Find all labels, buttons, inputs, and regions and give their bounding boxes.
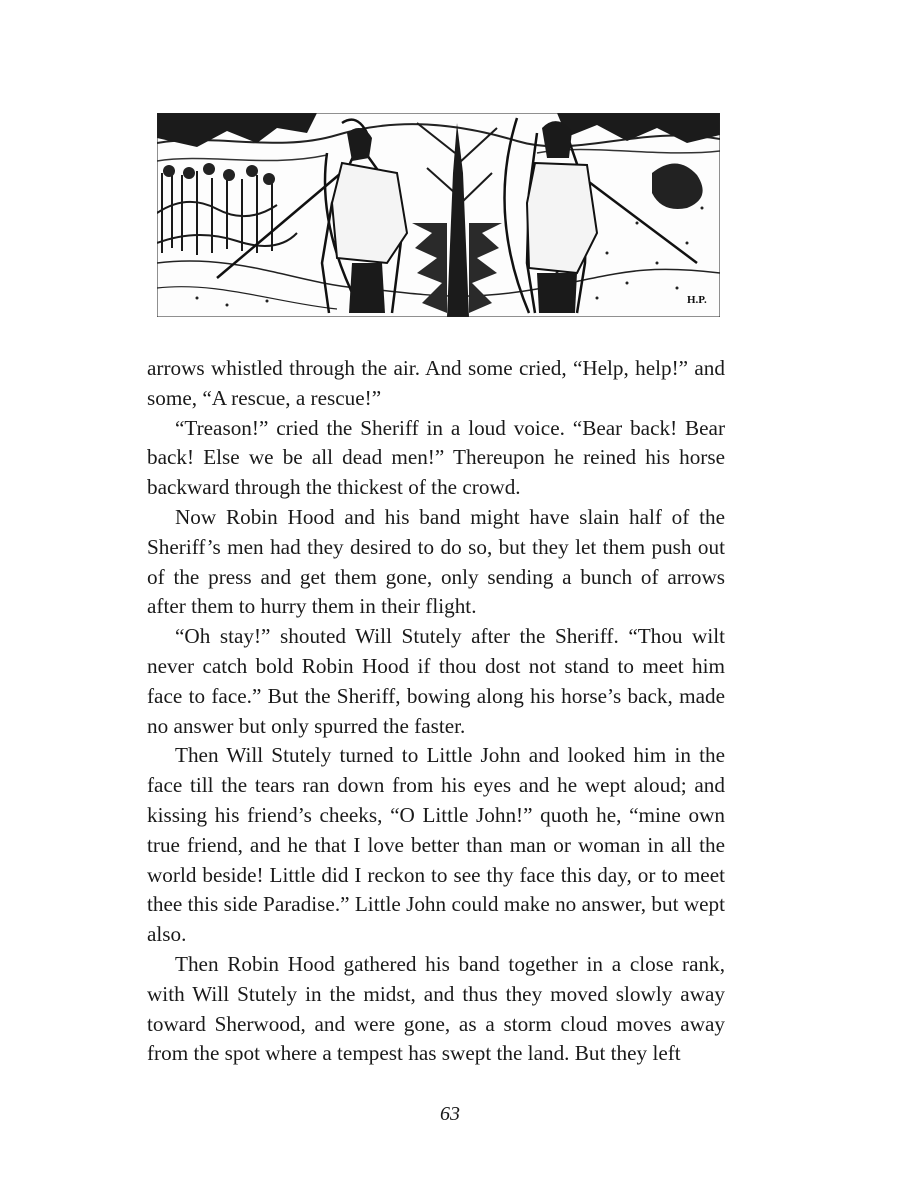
paragraph: Then Robin Hood gathered his band together in a close rank, with Will Stutely in the midst, and thus they moved slowly away toward Sherwood, and were gone, as a storm cloud moves away from the spot where a tempest has swept the land. But they left (147, 951, 725, 1066)
paragraph: “Treason!” cried the Sheriff in a loud voice. “Bear back! Bear back! Else we be all dead men!” Thereupon he reined his horse backward through the thickest of the crowd. (147, 415, 725, 500)
paragraph: “Oh stay!” shouted Will Stutely after the Sheriff. “Thou wilt never catch bold Robin Hood if thou dost not stand to meet him face to face.” But the Sheriff, bowing along his horse’s back, made no answer but only spurred the faster. (147, 624, 725, 738)
paragraph: Now Robin Hood and his band might have slain half of the Sheriff’s men had they desired to do so, but they let them push out of the press and get them gone, only sending a bunch of arrows after them to hurry them in their flight. (147, 504, 725, 619)
page-number: 63 (440, 1103, 460, 1125)
body-text (147, 354, 725, 1069)
paragraph: Then Will Stutely turned to Little John and looked him in the face till the tears ran down from his eyes and he wept aloud; and kissing his friend’s cheeks, “O Little John!” quoth he, “mine own true friend, and he that I love better than man or woman in all the world beside! Little did I reckon to see thy face this day, or to meet thee this side Paradise.” Little John could make no answer, but wept also. (147, 743, 725, 947)
woodcut-illustration-image (157, 113, 720, 317)
illustration-signature: H.P. (687, 294, 707, 306)
header-illustration (157, 113, 720, 317)
paragraph: arrows whistled through the air. And some cried, “Help, help!” and some, “A rescue, a rescue!” (147, 356, 725, 410)
